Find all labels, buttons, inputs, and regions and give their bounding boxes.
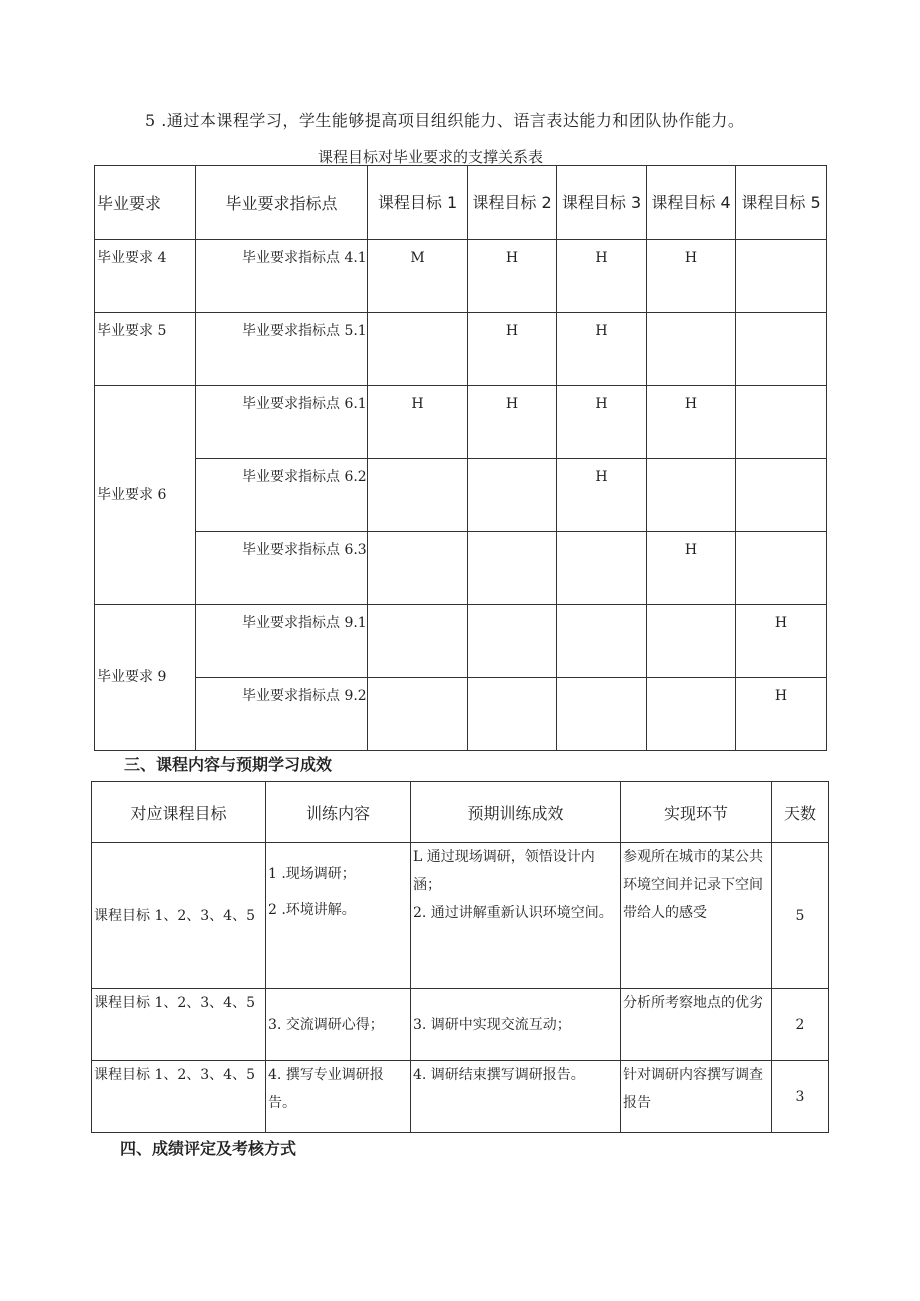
requirement-cell: 毕业要求 6 [95,386,196,605]
header-goal-2: 课程目标 2 [468,166,557,240]
goals-cell: 课程目标 1、2、3、4、5 [92,989,266,1061]
indicator-cell: 毕业要求指标点 9.1 [196,605,368,678]
outcome-line: L 通过现场调研，领悟设计内涵； [413,849,595,893]
header-stage: 实现环节 [621,782,772,843]
header-outcome: 预期训练成效 [411,782,621,843]
header-goal-1: 课程目标 1 [368,166,468,240]
mark-cell [736,240,827,313]
mark-cell [557,532,647,605]
mark-cell: H [468,386,557,459]
mark-cell [647,678,736,751]
indicator-cell: 毕业要求指标点 5.1 [196,313,368,386]
mark-cell: H [557,386,647,459]
mark-cell [468,678,557,751]
mark-cell [557,605,647,678]
outcome-cell: 4. 调研结束撰写调研报告。 [411,1061,621,1133]
mark-cell [647,605,736,678]
outcome-cell: 3. 调研中实现交流互动； [411,989,621,1061]
mark-cell: H [647,240,736,313]
indicator-cell: 毕业要求指标点 9.2 [196,678,368,751]
mark-cell [736,386,827,459]
mark-cell [368,532,468,605]
requirement-cell: 毕业要求 9 [95,605,196,751]
stage-cell: 参观所在城市的某公共环境空间并记录下空间带给人的感受 [621,843,772,989]
mark-cell [647,313,736,386]
mark-cell: H [647,532,736,605]
mark-cell [736,313,827,386]
content-line: 1 .现场调研； [268,866,356,882]
mark-cell [368,313,468,386]
section4-heading: 四、成绩评定及考核方式 [120,1139,297,1158]
content-cell: 4. 撰写专业调研报告。 [266,1061,411,1133]
days-cell: 3 [772,1061,829,1133]
mark-cell [368,605,468,678]
header-goal-5: 课程目标 5 [736,166,827,240]
mark-cell: H [468,313,557,386]
header-indicator: 毕业要求指标点 [196,166,368,240]
content-cell [266,843,411,989]
requirement-cell: 毕业要求 4 [95,240,196,313]
header-days: 天数 [772,782,829,843]
indicator-cell: 毕业要求指标点 6.3 [196,532,368,605]
requirement-cell: 毕业要求 5 [95,313,196,386]
header-content: 训练内容 [266,782,411,843]
mark-cell: M [368,240,468,313]
indicator-cell: 毕业要求指标点 4.1 [196,240,368,313]
indicator-cell: 毕业要求指标点 6.2 [196,459,368,532]
header-goal-3: 课程目标 3 [557,166,647,240]
support-relation-table [94,165,827,751]
mark-cell: H [557,459,647,532]
mark-cell: H [557,313,647,386]
course-content-table [91,781,829,1133]
mark-cell: H [736,678,827,751]
header-goals: 对应课程目标 [92,782,266,843]
goals-cell: 课程目标 1、2、3、4、5 [92,1061,266,1133]
mark-cell: H [736,605,827,678]
mark-cell [647,459,736,532]
table1-caption: 课程目标对毕业要求的支撑关系表 [318,148,544,166]
content-line: 2 .环境讲解。 [268,902,356,918]
mark-cell [468,605,557,678]
header-goal-4: 课程目标 4 [647,166,736,240]
section3-heading: 三、课程内容与预期学习成效 [124,755,333,774]
days-cell: 2 [772,989,829,1061]
intro-item-5: 5 .通过本课程学习，学生能够提高项目组织能力、语言表达能力和团队协作能力。 [145,111,745,130]
stage-cell: 分析所考察地点的优劣 [621,989,772,1061]
indicator-cell: 毕业要求指标点 6.1 [196,386,368,459]
mark-cell [468,459,557,532]
mark-cell: H [368,386,468,459]
outcome-cell [411,843,621,989]
mark-cell: H [557,240,647,313]
mark-cell [557,678,647,751]
stage-cell: 针对调研内容撰写调查报告 [621,1061,772,1133]
goals-cell: 课程目标 1、2、3、4、5 [92,843,266,989]
content-cell: 3. 交流调研心得； [266,989,411,1061]
mark-cell [736,459,827,532]
days-cell: 5 [772,843,829,989]
outcome-line: 2. 通过讲解重新认识环境空间。 [413,905,613,921]
mark-cell [736,532,827,605]
header-requirement: 毕业要求 [95,166,196,240]
mark-cell [368,678,468,751]
mark-cell [368,459,468,532]
mark-cell: H [468,240,557,313]
mark-cell [468,532,557,605]
mark-cell: H [647,386,736,459]
